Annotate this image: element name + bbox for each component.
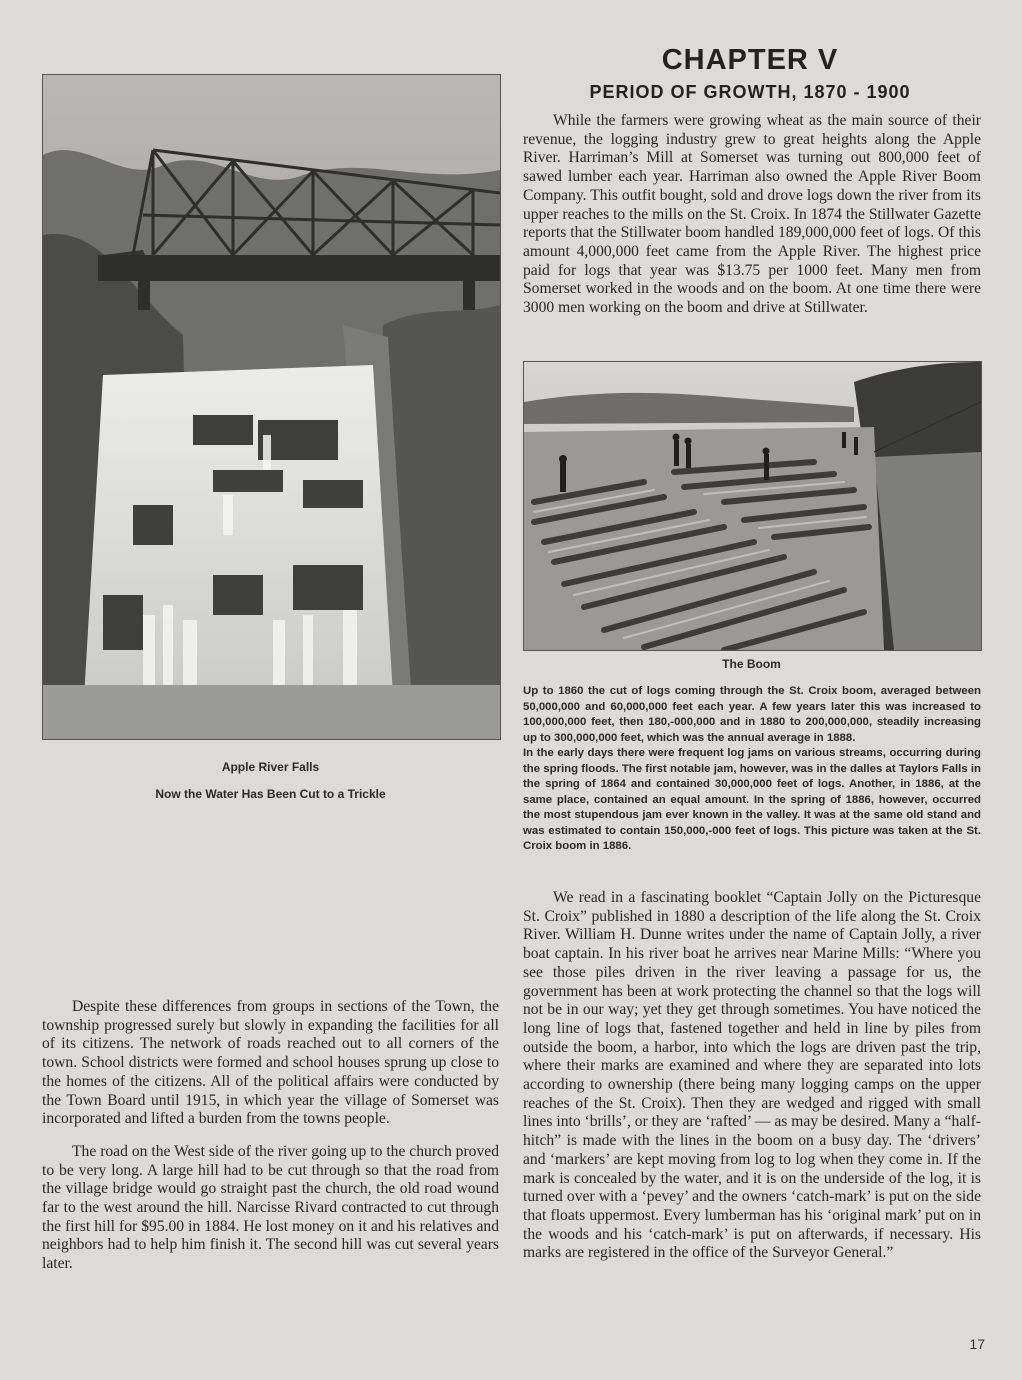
chapter-subtitle: PERIOD OF GROWTH, 1870 - 1900	[589, 82, 911, 102]
the-boom-photo	[523, 361, 982, 651]
falls-photo-caption	[42, 760, 499, 814]
captain-jolly-text-block	[523, 889, 981, 1277]
intro-paragraph: While the farmers were growing wheat as the main source of their revenue, the logging industry grew to great heights along the Apple River. Harriman’s Mill at Somerset was turning out 800,000 feet of sawed lumber each year. Harriman also owned the Apple River Boom Company. This outfit bought, sold and drove logs down the river from its upper reaches to the mills on the St. Croix. In 1874 the Stillwater Gazette reports that the Stillwater boom handled 189,000,000 feet of logs. Of this amount 4,000,000 feet came from the Apple River. The highest price paid for logs that year was $13.75 per 1000 feet. Many men from Somerset worked in the woods and on the boom. At one time there were 3000 men working on the boom and drive at Stillwater.	[523, 112, 981, 317]
falls-caption-subtitle: Now the Water Has Been Cut to a Trickle	[155, 787, 386, 801]
captain-jolly-paragraph: We read in a fascinating booklet “Captain Jolly on the Picturesque St. Croix” published in 1880 a description of the life along the St. Croix River. William H. Dunne writes under the name of Captain Jolly, a river boat captain. In his river boat he arrives near Marine Mills: “Where you see those piles driven in the river leaving a passage for us, the government has been at work protecting the channel so that the logs will not be in our way; yet they get through sometimes. You have noticed the long line of logs that, fastened together and held in line by piles from outside the boom, a harbor, into which the logs are driven past the trip, where their marks are examined and where they are separated into lots according to ownership (there being many logging camps on the upper reaches of the St. Croix). Then they are wedged and rigged with small lines into ‘brills’, or they are ‘rafted’ — as may be desired. Many a “half-hitch” is made with the lines in the boom on a busy day. The ‘drivers’ and ‘markers’ are kept moving from log to log when they come in. If the mark is concealed by the water, and it is on the underside of the log, it is turned over with a ‘pevey’ and the owners ‘catch-mark’ is put on the side that floats uppermost. Every lumberman has his ‘original mark’ put on in the woods and his ‘catch-mark’ is put on afterwards, if necessary. His marks are registered in the office of the Surveyor General.”	[523, 889, 981, 1262]
boom-photo-caption: The Boom	[722, 657, 781, 671]
boom-photo-description	[523, 684, 981, 855]
intro-text-block	[523, 112, 981, 332]
left-column-text-block	[42, 998, 499, 1288]
chapter-title: CHAPTER V	[661, 44, 839, 76]
boom-photo-illustration	[524, 362, 981, 650]
west-side-road-paragraph: The road on the West side of the river going up to the church proved to be very long. A large hill had to be cut through so that the road from the village bridge would go straight past the church, the old road wound far to the west around the hill. Narcisse Rivard contracted to cut through the first hill for $95.00 in 1884. He lost money on it and his relatives and neighbors had to help him finish it. The second hill was cut several years later.	[42, 1142, 499, 1273]
apple-river-falls-photo	[42, 74, 501, 740]
township-progress-paragraph: Despite these differences from groups in sections of the Town, the township progressed surely but slowly in expanding the facilities for all of its citizens. The network of roads reached out to all corners of the town. School districts were formed and school houses sprung up close to the homes of the citizens. All of the political affairs were conducted by the Town Board until 1915, in which year the village of Somerset was incorporated and lifted a burden from the towns people.	[42, 998, 499, 1128]
page-number: 17	[969, 1336, 985, 1352]
falls-photo-illustration	[43, 75, 500, 739]
falls-caption-title: Apple River Falls	[221, 760, 320, 774]
boom-description-paragraph-2: In the early days there were frequent log jams on various streams, occurring during the spring floods. The first notable jam, however, was in the dalles at Taylors Falls in the spring of 1864 and contained 30,000,000 feet of logs. Another, in 1886, at the same place, contained an equal amount. In the spring of 1886, however, occurred the most stupendous jam ever known in the valley. It was at the same old stand and was estimated to contain 150,000,-000 feet of logs. This picture was taken at the St. Croix boom in 1886.	[523, 747, 981, 852]
boom-description-paragraph-1: Up to 1860 the cut of logs coming through the St. Croix boom, averaged between 50,000,000 and 60,000,000 feet each year. A few years later this was increased to 100,000,000 feet, then 180,-000,000 and in 1880 to 200,000,000, steadily increasing up to 300,000,000 feet, which was the annual average in 1888.	[523, 685, 981, 744]
